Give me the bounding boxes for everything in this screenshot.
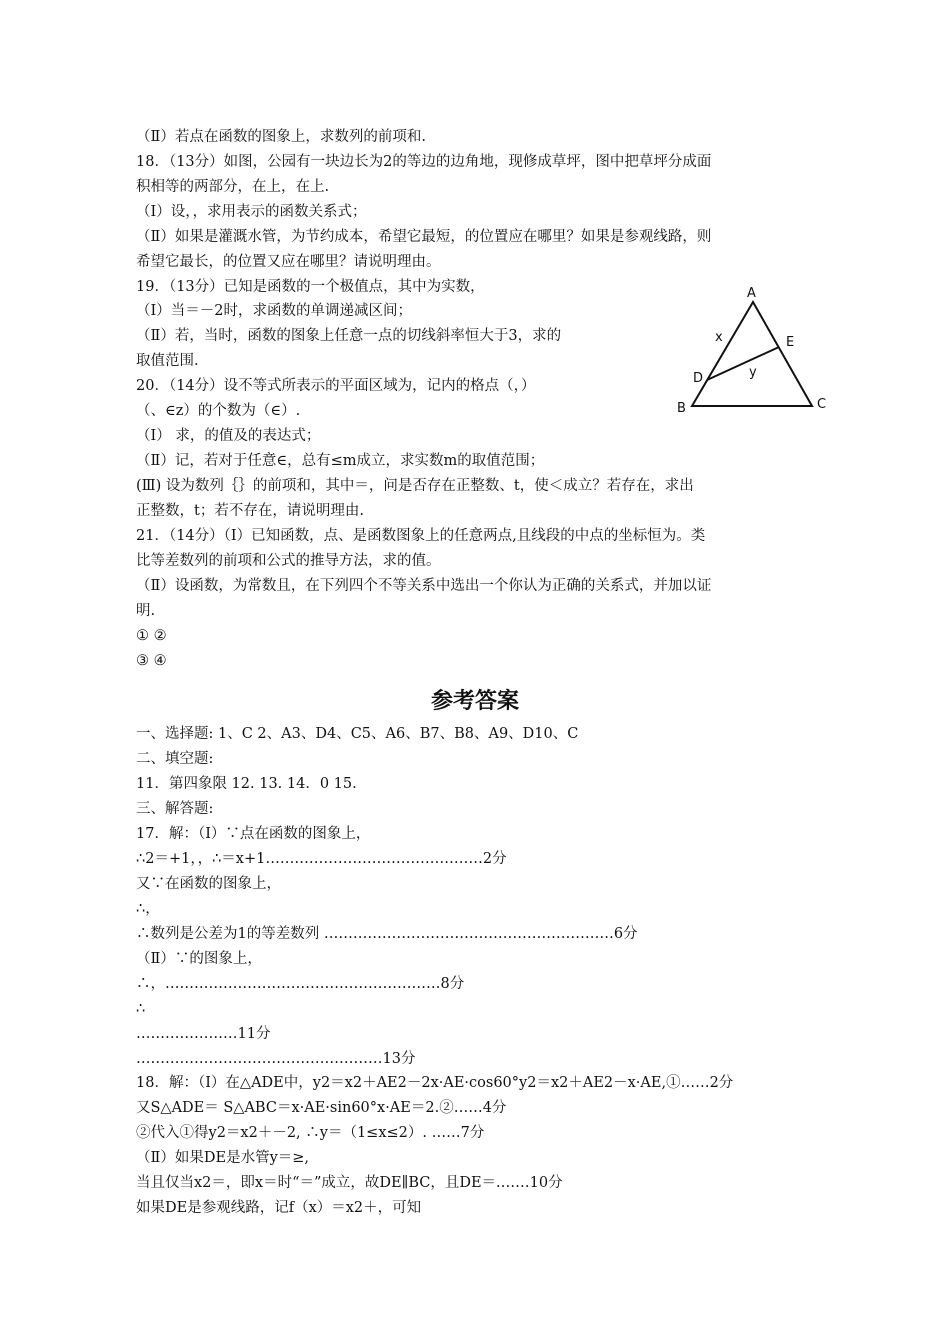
label-y: y <box>749 365 757 380</box>
answer-line: （Ⅱ）∵的图象上， <box>136 951 262 967</box>
label-c: C <box>817 397 827 412</box>
answer-line: 如果DE是参观线路，记f（x）＝x2＋，可知 <box>136 1200 422 1216</box>
triangle-abc <box>692 302 812 406</box>
label-a: A <box>747 286 756 301</box>
question-line: 18．（13分）如图，公园有一块边长为2的等边的边角地，现修成草坪，图中把草坪分成面 <box>136 154 712 170</box>
question-line: 19．（13分）已知是函数的一个极值点，其中为实数， <box>136 279 485 295</box>
question-line: （Ⅰ）当＝－2时，求函数的单调递减区间； <box>136 303 412 319</box>
label-d: D <box>693 371 704 386</box>
question-line: 积相等的两部分，在上，在上. <box>136 179 330 195</box>
question-line: （Ⅱ）记，若对于任意∈，总有≤m成立，求实数m的取值范围； <box>136 453 545 469</box>
answer-line: 一、选择题: 1、C 2、A3、D4、C5、A6、B7、B8、A9、D10、C <box>136 726 579 742</box>
question-line: 正整数，t；若不存在，请说明理由. <box>136 503 364 519</box>
question-line: 取值范围. <box>136 353 199 369</box>
label-b: B <box>677 401 686 416</box>
label-x: x <box>715 330 723 345</box>
question-line: (Ⅲ) 设为数列｛｝的前项和，其中＝，问是否存在正整数、t，使＜成立？若存在，求出 <box>136 478 694 494</box>
label-e: E <box>786 335 795 350</box>
answer-line: 11．第四象限 12. 13. 14．0 15. <box>136 776 357 792</box>
question-line: 20．（14分）设不等式所表示的平面区域为，记内的格点（，） <box>136 378 536 394</box>
answer-line: 又S△ADE＝ S△ABC＝x·AE·sin60°x·AE＝2.②……4分 <box>136 1100 507 1116</box>
answer-line: ②代入①得y2＝x2＋－2, ∴y＝（1≤x≤2）. ……7分 <box>136 1125 485 1141</box>
answer-line: 18．解：（Ⅰ）在△ADE中，y2＝x2＋AE2－2x·AE·cos60°y2＝x2＋AE2－x·AE,①……2分 <box>136 1075 734 1091</box>
answer-title: 参考答案 <box>430 689 519 714</box>
answer-line: ∴，…………………………………………………8分 <box>136 976 465 992</box>
question-line: （Ⅱ）设函数，为常数且，在下列四个不等关系中选出一个你认为正确的关系式，并加以证 <box>136 578 712 594</box>
question-line: （Ⅱ）如果是灌溉水管，为节约成本，希望它最短，的位置应在哪里？如果是参观线路，则 <box>136 229 712 245</box>
question-line: （Ⅰ）设，，求用表示的函数关系式； <box>136 204 367 220</box>
question-line: （Ⅱ）若点在函数的图象上，求数列的前项和. <box>136 129 426 145</box>
question-line: （Ⅱ）若，当时，函数的图象上任意一点的切线斜率恒大于3，求的 <box>136 328 562 344</box>
answer-line: 17．解：（Ⅰ）∵点在函数的图象上， <box>136 826 371 842</box>
question-line: （、∈z）的个数为（∈）. <box>136 403 301 419</box>
question-line: 明. <box>136 603 156 619</box>
answer-line: 二、填空题: <box>136 751 214 767</box>
answer-line: ∴ <box>136 1001 146 1017</box>
question-line: 希望它最长，的位置又应在哪里？请说明理由。 <box>136 254 441 270</box>
answer-line: ∴2＝+1，，∴＝x+1………………………………………2分 <box>136 851 507 867</box>
triangle-figure <box>670 280 840 420</box>
answer-line: 又∵在函数的图象上， <box>136 876 281 892</box>
answer-line: 当且仅当x2＝，即x＝时“＝”成立，故DE∥BC，且DE＝.……10分 <box>136 1175 563 1191</box>
question-line: ③ ④ <box>136 653 167 669</box>
answer-line: ∴， <box>136 901 160 917</box>
answer-line: ……………………………………………13分 <box>136 1051 416 1067</box>
answer-line: 三、解答题: <box>136 801 214 817</box>
question-line: （Ⅰ） 求，的值及的表达式； <box>136 428 321 444</box>
answer-line: （Ⅱ）如果DE是水管y＝≥, <box>136 1150 310 1166</box>
question-line: 21．（14分）（Ⅰ）已知函数，点、是函数图象上的任意两点,且线段的中点的坐标恒为。类 <box>136 528 706 544</box>
answer-line: …………………11分 <box>136 1026 271 1042</box>
question-line: ① ② <box>136 628 167 644</box>
answer-line: ∴数列是公差为1的等差数列 ……………………………………………………6分 <box>136 926 638 942</box>
question-line: 比等差数列的前项和公式的推导方法，求的值。 <box>136 553 441 569</box>
